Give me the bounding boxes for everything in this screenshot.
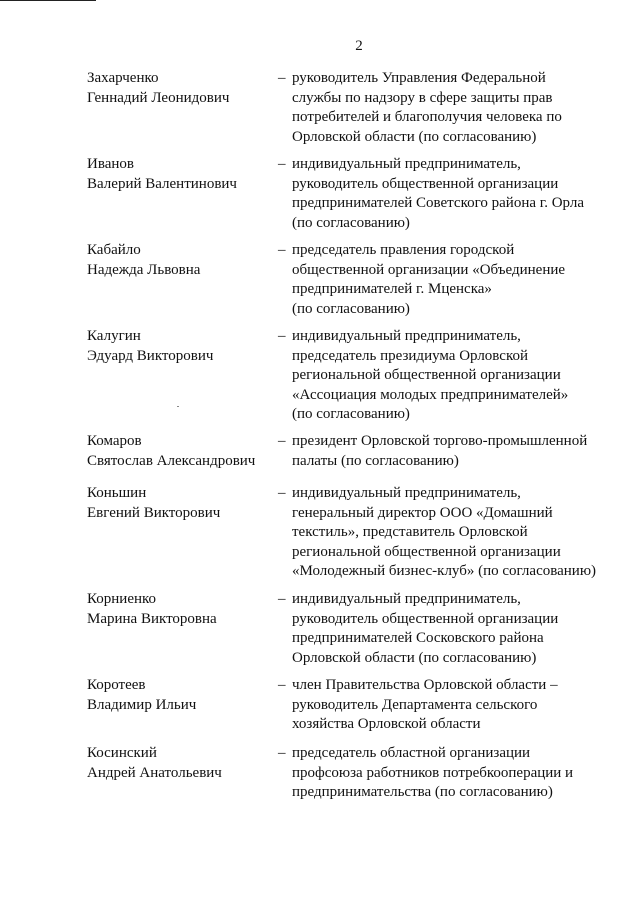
member-surname: Коротеев [87,677,146,693]
member-given-names: Геннадий Леонидович [87,89,230,106]
entry-dash: – [278,485,286,501]
role-line: (по согласованию) [292,406,410,422]
role-line: генеральный директор ООО «Домашний [292,504,553,521]
role-line: региональной общественной организации [292,543,561,560]
role-line: (по согласованию) [292,300,410,317]
role-line: индивидуальный предприниматель, [292,485,521,501]
role-line: руководитель общественной организации [292,175,559,192]
role-line: индивидуальный предприниматель, [292,156,521,172]
entry-dash: – [278,433,286,449]
member-surname: Кабайло [87,242,141,258]
role-line: общественной организации «Объединение [292,261,566,278]
member-role [292,327,612,425]
role-line: руководитель общественной организации [292,610,559,627]
role-line: службы по надзору в сфере защиты прав [292,89,553,106]
member-name [87,432,277,471]
role-line: предпринимателей г. Мценска» [292,281,492,297]
member-name [87,155,277,194]
role-line: палаты (по согласованию) [292,452,459,469]
member-given-names: Марина Викторовна [87,610,217,627]
member-given-names: Евгений Викторович [87,504,221,521]
member-given-names: Надежда Львовна [87,261,201,278]
member-name [87,327,277,366]
member-surname: Захарченко [87,70,159,86]
member-given-names: Святослав Александрович [87,452,256,469]
entry-dash: – [278,328,286,344]
role-line: предпринимательства (по согласованию) [292,784,553,800]
entry-dash: – [278,156,286,172]
member-surname: Комаров [87,433,142,449]
role-line: председатель президиума Орловской [292,347,529,364]
entry-dash: – [278,591,286,607]
member-name [87,590,277,629]
member-given-names: Владимир Ильич [87,696,197,713]
role-line: председатель правления городской [292,242,515,258]
role-line: индивидуальный предприниматель, [292,328,521,344]
member-given-names: Андрей Анатольевич [87,764,222,781]
member-role [292,432,612,471]
entry-dash: – [278,242,286,258]
member-surname: Калугин [87,328,141,344]
role-line: «Ассоциация молодых предпринимателей» [292,386,569,403]
role-line: председатель областной организации [292,745,531,761]
role-line: Орловской области (по согласованию) [292,649,537,666]
role-line: президент Орловской торгово-промышленной [292,433,588,449]
entry-dash: – [278,677,286,693]
member-surname: Иванов [87,156,134,172]
page-number: 2 [355,38,363,54]
member-role [292,744,612,803]
member-name [87,484,277,523]
role-line: руководитель Департамента сельского [292,696,538,713]
role-line: хозяйства Орловской области [292,716,481,732]
role-line: предпринимателей Советского района г. Орла [292,195,584,211]
member-role [292,69,612,147]
member-role [292,676,612,735]
role-line: региональной общественной организации [292,367,561,383]
member-name [87,241,277,280]
member-surname: Косинский [87,745,157,761]
role-line: (по согласованию) [292,214,410,231]
member-given-names: Эдуард Викторович [87,347,214,364]
entry-dash: – [278,70,286,86]
member-name [87,69,277,108]
role-line: «Молодежный бизнес-клуб» (по согласованию) [292,563,597,579]
role-line: потребителей и благополучия человека по [292,109,562,125]
member-surname: Коньшин [87,485,147,501]
role-line: предпринимателей Сосковского района [292,630,544,646]
role-line: руководитель Управления Федеральной [292,70,546,86]
member-role [292,590,612,668]
entry-dash: – [278,745,286,761]
role-line: Орловской области (по согласованию) [292,128,537,145]
scan-speck [177,406,179,407]
member-given-names: Валерий Валентинович [87,175,237,192]
role-line: профсоюза работников потребкооперации и [292,764,574,781]
member-name [87,676,277,715]
member-surname: Корниенко [87,591,157,607]
member-role [292,155,612,233]
member-name [87,744,277,783]
member-role [292,241,612,319]
role-line: член Правительства Орловской области – [292,677,558,693]
role-line: текстиль», представитель Орловской [292,524,528,540]
role-line: индивидуальный предприниматель, [292,591,521,607]
member-role [292,484,612,582]
